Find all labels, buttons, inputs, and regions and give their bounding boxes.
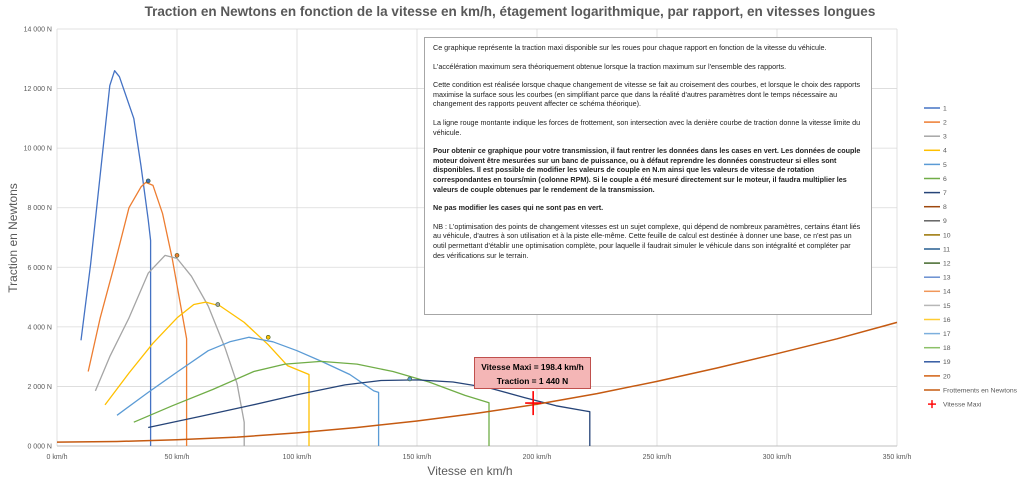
note-paragraph: Cette condition est réalisée lorsque chaque changement de vitesse se fait au croisement des courbes, et lorsque le choix des rapports maximise la surface sous les courbes (en simplifiant parce que dans la réalité d'autres paramètres dont le temps nécessaire au changement des rapports peuvent affecter ce schéma théorique). <box>433 80 861 109</box>
legend-label: 15 <box>943 302 951 310</box>
info-note <box>424 37 872 315</box>
note-paragraph: La ligne rouge montante indique les forces de frottement, son intersection avec la denière courbe de traction donne la vitesse limite du véhicule. <box>433 117 861 137</box>
legend-label: 1 <box>943 105 947 113</box>
y-tick-label: 6 000 N <box>27 264 52 272</box>
shift-point-marker <box>266 335 270 339</box>
legend-label: 13 <box>943 274 951 282</box>
y-tick-label: 0 000 N <box>27 443 52 451</box>
note-paragraph: L'accélération maximum sera théoriquement obtenue lorsque la traction maximum sur l'ensemble des rapports. <box>433 61 787 71</box>
legend-label: 20 <box>943 373 951 381</box>
legend-label: 7 <box>943 190 947 197</box>
x-tick-label: 300 km/h <box>762 454 792 461</box>
legend-label: Frottements en Newtons <box>943 387 1018 395</box>
vmax-traction-label: Traction = 1 440 N <box>496 376 569 386</box>
y-tick-labels <box>24 27 52 451</box>
legend-label: 2 <box>943 119 947 127</box>
x-tick-label: 100 km/h <box>282 454 312 461</box>
legend-label: 17 <box>943 331 951 338</box>
legend-label: 3 <box>943 133 947 141</box>
x-axis-label: Vitesse en km/h <box>427 464 513 478</box>
y-tick-label: 14 000 N <box>23 26 52 34</box>
legend-label: 16 <box>943 316 951 324</box>
vmax-callout <box>474 357 591 389</box>
legend-label: 12 <box>943 260 951 268</box>
x-tick-label: 150 km/h <box>402 454 432 461</box>
shift-point-marker <box>146 179 150 183</box>
legend-label: 14 <box>943 288 951 296</box>
vmax-speed-label: Vitesse Maxi = 198.4 km/h <box>481 362 584 372</box>
note-paragraph-bold: Ne pas modifier les cases qui ne sont pas en vert. <box>433 203 604 213</box>
legend-label: 8 <box>943 204 947 212</box>
note-paragraph-bold: Pour obtenir ce graphique pour votre transmission, il faut rentrer les données dans les cases en vert. Les données de couple moteur doivent être mesurées sur un banc de puissance, ou à défaut reprendre les données constructeur si elles sont disponibles. Il est possible de modifier les valeurs de couple en N.m ainsi que les valeurs de vitesse de rotation correspondantes en tours/min (colonne RPM). Si le couple a été mesuré directement sur le moteur, il faudra multiplier les valeurs de couple obtenues par le rendement de la transmission. <box>433 146 861 194</box>
x-tick-label: 50 km/h <box>164 454 190 461</box>
x-tick-label: 350 km/h <box>882 454 912 461</box>
x-tick-label: 250 km/h <box>642 454 672 461</box>
legend-label: 19 <box>943 359 951 367</box>
series-line-4 <box>105 302 309 446</box>
y-tick-label: 4 000 N <box>27 324 52 332</box>
legend-label: 5 <box>943 161 947 169</box>
series-line-3 <box>95 255 244 446</box>
legend-label: 11 <box>943 246 951 254</box>
note-paragraph: Ce graphique représente la traction maxi disponible sur les roues pour chaque rapport en fonction de la vitesse du véhicule. <box>433 43 827 52</box>
note-paragraph: NB : L'optimisation des points de changement vitesses est un sujet complexe, qui dépend de nombreux paramètres, certains étant liés au véhicule, d'autres à son utilisation et à la piste elle-même. Cette feuille de calcul est destinée à donner une base, ce n'est pas un outil permettant d'établir une optimisation complète, pour laquelle il faudrait simuler le véhicule dans son intégralité et compléter par des vérifications sur le terrain. <box>433 221 861 260</box>
legend-label: Vitesse Maxi <box>943 401 982 409</box>
y-tick-label: 12 000 N <box>23 86 52 94</box>
legend-label: 18 <box>943 345 951 353</box>
chart-title: Traction en Newtons en fonction de la vitesse en km/h, étagement logarithmique, par rapport, en vitesses longues <box>144 4 876 19</box>
y-tick-label: 8 000 N <box>27 205 52 213</box>
y-axis-label: Traction en Newtons <box>6 183 20 293</box>
x-tick-label: 200 km/h <box>522 454 552 461</box>
shift-point-marker <box>175 253 179 257</box>
legend-label: 6 <box>943 175 947 183</box>
legend-label: 9 <box>943 218 947 226</box>
vmax-marker <box>525 391 541 415</box>
x-tick-label: 0 km/h <box>46 454 68 461</box>
x-tick-labels <box>46 454 911 461</box>
y-tick-label: 10 000 N <box>23 145 52 153</box>
legend-label: 4 <box>943 147 947 155</box>
shift-point-marker <box>408 377 412 381</box>
legend-label: 10 <box>943 232 951 240</box>
legend <box>924 105 1018 408</box>
y-tick-label: 2 000 N <box>27 383 52 391</box>
series-line-7 <box>148 380 590 446</box>
shift-point-marker <box>216 303 220 307</box>
